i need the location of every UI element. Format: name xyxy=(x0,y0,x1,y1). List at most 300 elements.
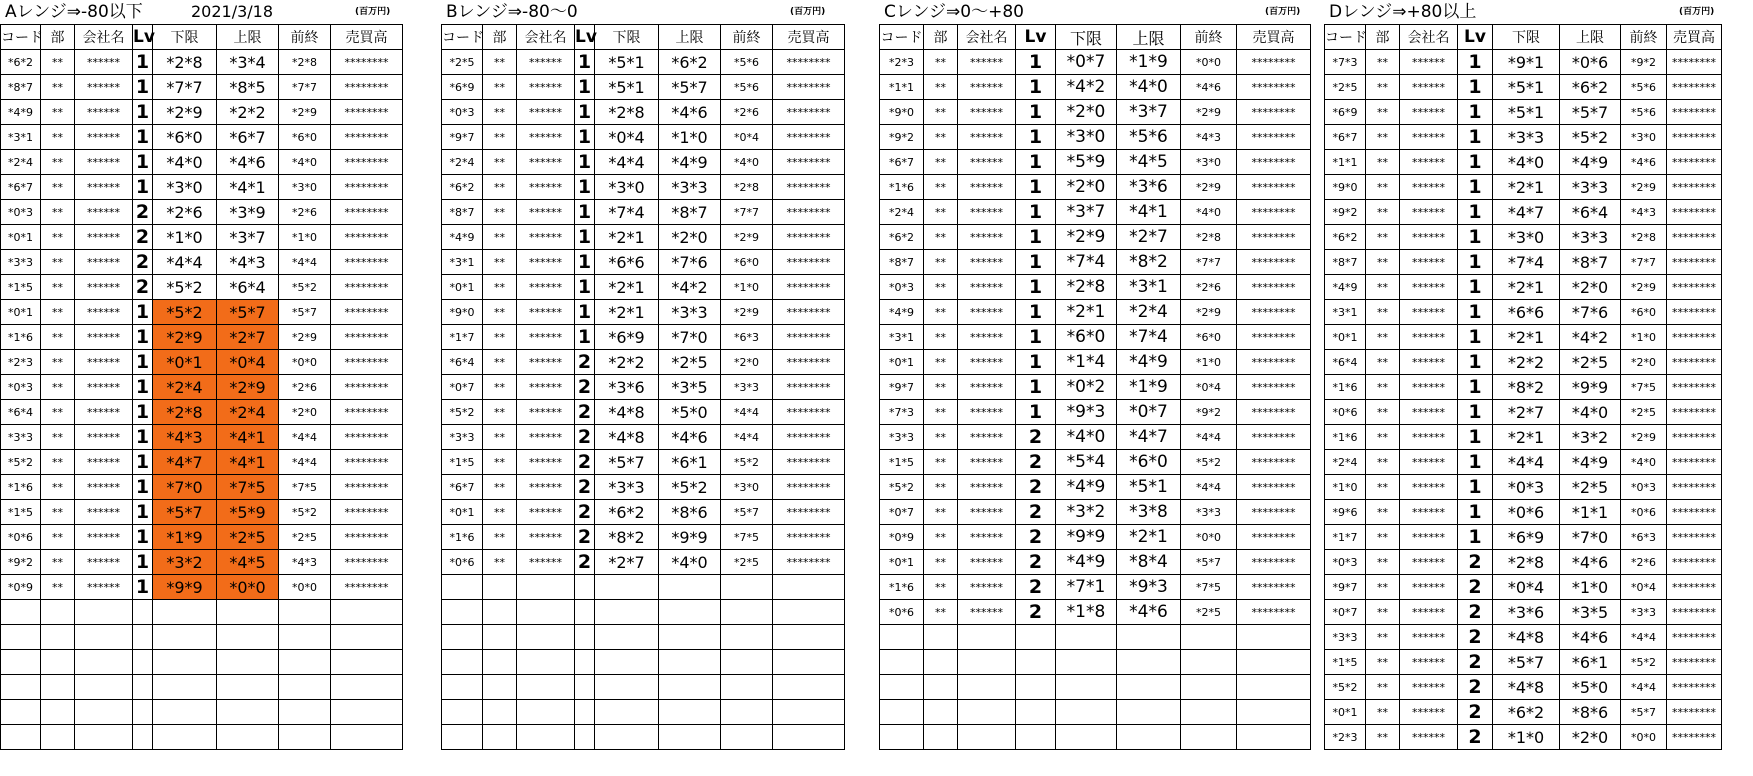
dept-cell[interactable] xyxy=(41,600,75,625)
company-cell[interactable]: ****** xyxy=(958,225,1016,250)
code-cell[interactable]: *2*4 xyxy=(442,150,483,175)
low-cell[interactable]: *2*8 xyxy=(153,400,217,425)
lv-cell[interactable] xyxy=(1016,700,1056,725)
prev-cell[interactable]: *0*6 xyxy=(1621,500,1667,525)
volume-cell[interactable]: ******** xyxy=(331,50,403,75)
prev-cell[interactable]: *0*0 xyxy=(279,350,331,375)
company-cell[interactable]: ****** xyxy=(517,300,575,325)
high-cell[interactable]: *5*1 xyxy=(1117,475,1181,500)
high-cell[interactable]: *3*3 xyxy=(659,300,721,325)
prev-cell[interactable]: *3*0 xyxy=(721,475,773,500)
volume-cell[interactable]: ******** xyxy=(1237,425,1311,450)
dept-cell[interactable]: ** xyxy=(1366,200,1400,225)
volume-cell[interactable]: ******** xyxy=(773,500,845,525)
high-cell[interactable]: *4*3 xyxy=(217,250,279,275)
dept-cell[interactable]: ** xyxy=(483,125,517,150)
dept-cell[interactable]: ** xyxy=(1366,400,1400,425)
lv-cell[interactable]: 1 xyxy=(133,400,153,425)
prev-cell[interactable] xyxy=(721,675,773,700)
company-cell[interactable] xyxy=(517,700,575,725)
volume-cell[interactable] xyxy=(331,675,403,700)
volume-cell[interactable]: ******** xyxy=(1237,500,1311,525)
prev-cell[interactable]: *5*2 xyxy=(1181,450,1237,475)
prev-cell[interactable]: *4*4 xyxy=(1181,425,1237,450)
low-cell[interactable]: *1*9 xyxy=(153,525,217,550)
lv-cell[interactable]: 1 xyxy=(1458,150,1493,175)
lv-cell[interactable]: 1 xyxy=(133,550,153,575)
lv-cell[interactable] xyxy=(575,625,595,650)
lv-cell[interactable]: 1 xyxy=(133,150,153,175)
high-cell[interactable]: *8*5 xyxy=(217,75,279,100)
volume-cell[interactable]: ******** xyxy=(1667,400,1722,425)
volume-cell[interactable]: ******** xyxy=(1667,675,1722,700)
high-cell[interactable]: *3*3 xyxy=(1560,225,1621,250)
prev-cell[interactable]: *3*0 xyxy=(1621,125,1667,150)
dept-cell[interactable]: ** xyxy=(1366,475,1400,500)
high-cell[interactable]: *5*6 xyxy=(1117,125,1181,150)
prev-cell[interactable]: *5*7 xyxy=(721,500,773,525)
lv-cell[interactable]: 1 xyxy=(575,125,595,150)
lv-cell[interactable] xyxy=(133,675,153,700)
lv-cell[interactable]: 1 xyxy=(1458,475,1493,500)
code-cell[interactable]: *0*9 xyxy=(1,575,41,600)
volume-cell[interactable] xyxy=(773,725,845,750)
lv-cell[interactable]: 1 xyxy=(1458,425,1493,450)
company-cell[interactable]: ****** xyxy=(517,75,575,100)
code-cell[interactable]: *1*1 xyxy=(880,75,924,100)
company-cell[interactable]: ****** xyxy=(958,50,1016,75)
lv-cell[interactable]: 1 xyxy=(133,75,153,100)
code-cell[interactable]: *8*7 xyxy=(1,75,41,100)
lv-cell[interactable]: 1 xyxy=(1016,400,1056,425)
prev-cell[interactable]: *2*9 xyxy=(1181,300,1237,325)
low-cell[interactable] xyxy=(1056,700,1117,725)
prev-cell[interactable] xyxy=(279,600,331,625)
low-cell[interactable]: *4*8 xyxy=(595,425,659,450)
low-cell[interactable] xyxy=(595,725,659,750)
lv-cell[interactable]: 2 xyxy=(1016,575,1056,600)
dept-cell[interactable]: ** xyxy=(41,150,75,175)
low-cell[interactable]: *1*0 xyxy=(1493,725,1560,750)
high-cell[interactable]: *0*4 xyxy=(217,350,279,375)
lv-cell[interactable]: 2 xyxy=(1458,700,1493,725)
dept-cell[interactable]: ** xyxy=(41,500,75,525)
volume-cell[interactable]: ******** xyxy=(1667,50,1722,75)
volume-cell[interactable] xyxy=(773,625,845,650)
volume-cell[interactable]: ******** xyxy=(331,300,403,325)
code-cell[interactable]: *0*1 xyxy=(1,225,41,250)
low-cell[interactable]: *3*0 xyxy=(1056,125,1117,150)
lv-cell[interactable]: 1 xyxy=(133,50,153,75)
company-cell[interactable]: ****** xyxy=(958,600,1016,625)
prev-cell[interactable]: *5*6 xyxy=(721,75,773,100)
high-cell[interactable]: *7*6 xyxy=(1560,300,1621,325)
high-cell[interactable]: *2*7 xyxy=(217,325,279,350)
lv-cell[interactable]: 2 xyxy=(575,525,595,550)
code-cell[interactable]: *1*5 xyxy=(880,450,924,475)
code-cell[interactable]: *0*3 xyxy=(1325,550,1366,575)
volume-cell[interactable]: ******** xyxy=(773,425,845,450)
high-cell[interactable] xyxy=(1117,725,1181,750)
volume-cell[interactable]: ******** xyxy=(1667,325,1722,350)
low-cell[interactable]: *3*6 xyxy=(595,375,659,400)
company-cell[interactable] xyxy=(958,675,1016,700)
high-cell[interactable] xyxy=(659,625,721,650)
code-cell[interactable]: *0*1 xyxy=(1,300,41,325)
company-cell[interactable]: ****** xyxy=(958,200,1016,225)
volume-cell[interactable]: ******** xyxy=(331,425,403,450)
low-cell[interactable]: *4*8 xyxy=(1493,625,1560,650)
prev-cell[interactable]: *2*6 xyxy=(721,100,773,125)
high-cell[interactable]: *3*3 xyxy=(659,175,721,200)
low-cell[interactable]: *5*2 xyxy=(153,300,217,325)
lv-cell[interactable]: 1 xyxy=(1016,175,1056,200)
company-cell[interactable]: ****** xyxy=(958,525,1016,550)
high-cell[interactable]: *6*1 xyxy=(1560,650,1621,675)
volume-cell[interactable]: ******** xyxy=(1667,150,1722,175)
dept-cell[interactable]: ** xyxy=(1366,425,1400,450)
high-cell[interactable]: *2*4 xyxy=(217,400,279,425)
dept-cell[interactable]: ** xyxy=(483,400,517,425)
code-cell[interactable]: *1*7 xyxy=(442,325,483,350)
high-cell[interactable]: *8*7 xyxy=(1560,250,1621,275)
lv-cell[interactable]: 2 xyxy=(575,375,595,400)
dept-cell[interactable]: ** xyxy=(924,175,958,200)
code-cell[interactable]: *5*2 xyxy=(1325,675,1366,700)
code-cell[interactable]: *4*9 xyxy=(1,100,41,125)
dept-cell[interactable]: ** xyxy=(924,500,958,525)
lv-cell[interactable] xyxy=(575,700,595,725)
lv-cell[interactable] xyxy=(575,650,595,675)
volume-cell[interactable]: ******** xyxy=(1237,600,1311,625)
company-cell[interactable]: ****** xyxy=(517,175,575,200)
dept-cell[interactable]: ** xyxy=(41,325,75,350)
dept-cell[interactable]: ** xyxy=(41,375,75,400)
company-cell[interactable]: ****** xyxy=(1400,675,1458,700)
lv-cell[interactable]: 1 xyxy=(575,300,595,325)
company-cell[interactable]: ****** xyxy=(75,375,133,400)
lv-cell[interactable]: 1 xyxy=(1016,125,1056,150)
prev-cell[interactable]: *3*3 xyxy=(721,375,773,400)
lv-cell[interactable]: 1 xyxy=(1458,200,1493,225)
high-cell[interactable]: *7*5 xyxy=(217,475,279,500)
low-cell[interactable]: *2*8 xyxy=(1056,275,1117,300)
low-cell[interactable]: *4*7 xyxy=(1493,200,1560,225)
prev-cell[interactable]: *4*3 xyxy=(1181,125,1237,150)
prev-cell[interactable]: *7*7 xyxy=(279,75,331,100)
volume-cell[interactable]: ******** xyxy=(1667,75,1722,100)
low-cell[interactable]: *4*3 xyxy=(153,425,217,450)
code-cell[interactable] xyxy=(880,675,924,700)
lv-cell[interactable]: 2 xyxy=(1016,450,1056,475)
low-cell[interactable]: *7*7 xyxy=(153,75,217,100)
prev-cell[interactable]: *0*0 xyxy=(1181,50,1237,75)
volume-cell[interactable]: ******** xyxy=(1237,300,1311,325)
volume-cell[interactable] xyxy=(1237,725,1311,750)
code-cell[interactable]: *2*4 xyxy=(1325,450,1366,475)
volume-cell[interactable]: ******** xyxy=(1667,475,1722,500)
low-cell[interactable]: *2*9 xyxy=(153,325,217,350)
volume-cell[interactable]: ******** xyxy=(331,100,403,125)
lv-cell[interactable]: 2 xyxy=(133,275,153,300)
company-cell[interactable]: ****** xyxy=(75,475,133,500)
low-cell[interactable]: *7*0 xyxy=(153,475,217,500)
high-cell[interactable]: *7*0 xyxy=(659,325,721,350)
high-cell[interactable] xyxy=(1117,650,1181,675)
volume-cell[interactable]: ******** xyxy=(331,175,403,200)
volume-cell[interactable] xyxy=(1237,700,1311,725)
dept-cell[interactable]: ** xyxy=(41,100,75,125)
company-cell[interactable]: ****** xyxy=(958,375,1016,400)
code-cell[interactable]: *6*9 xyxy=(442,75,483,100)
prev-cell[interactable]: *4*4 xyxy=(721,425,773,450)
company-cell[interactable]: ****** xyxy=(958,150,1016,175)
company-cell[interactable]: ****** xyxy=(517,125,575,150)
lv-cell[interactable]: 1 xyxy=(133,375,153,400)
lv-cell[interactable]: 1 xyxy=(1016,225,1056,250)
code-cell[interactable]: *8*7 xyxy=(880,250,924,275)
lv-cell[interactable] xyxy=(1016,625,1056,650)
dept-cell[interactable]: ** xyxy=(483,550,517,575)
prev-cell[interactable]: *5*7 xyxy=(1621,700,1667,725)
volume-cell[interactable] xyxy=(773,650,845,675)
volume-cell[interactable]: ******** xyxy=(1237,475,1311,500)
volume-cell[interactable]: ******** xyxy=(773,100,845,125)
code-cell[interactable]: *0*3 xyxy=(1,375,41,400)
prev-cell[interactable]: *0*0 xyxy=(1181,525,1237,550)
prev-cell[interactable]: *5*6 xyxy=(1621,100,1667,125)
dept-cell[interactable]: ** xyxy=(1366,225,1400,250)
lv-cell[interactable] xyxy=(575,600,595,625)
volume-cell[interactable]: ******** xyxy=(1667,175,1722,200)
prev-cell[interactable]: *7*7 xyxy=(721,200,773,225)
prev-cell[interactable]: *1*0 xyxy=(279,225,331,250)
code-cell[interactable]: *2*5 xyxy=(1325,75,1366,100)
company-cell[interactable]: ****** xyxy=(1400,525,1458,550)
volume-cell[interactable]: ******** xyxy=(1667,100,1722,125)
code-cell[interactable]: *1*0 xyxy=(1325,475,1366,500)
low-cell[interactable]: *4*8 xyxy=(1493,675,1560,700)
dept-cell[interactable]: ** xyxy=(483,250,517,275)
high-cell[interactable]: *1*1 xyxy=(1560,500,1621,525)
high-cell[interactable]: *5*0 xyxy=(659,400,721,425)
low-cell[interactable]: *1*0 xyxy=(153,225,217,250)
high-cell[interactable]: *5*7 xyxy=(1560,100,1621,125)
low-cell[interactable]: *9*1 xyxy=(1493,50,1560,75)
company-cell[interactable]: ****** xyxy=(958,300,1016,325)
high-cell[interactable] xyxy=(659,700,721,725)
prev-cell[interactable]: *0*4 xyxy=(1181,375,1237,400)
code-cell[interactable]: *0*3 xyxy=(1,200,41,225)
dept-cell[interactable]: ** xyxy=(1366,275,1400,300)
volume-cell[interactable]: ******** xyxy=(773,75,845,100)
company-cell[interactable]: ****** xyxy=(75,575,133,600)
lv-cell[interactable]: 1 xyxy=(575,75,595,100)
company-cell[interactable]: ****** xyxy=(517,350,575,375)
low-cell[interactable]: *4*7 xyxy=(153,450,217,475)
dept-cell[interactable]: ** xyxy=(483,525,517,550)
prev-cell[interactable]: *0*0 xyxy=(279,575,331,600)
lv-cell[interactable]: 2 xyxy=(575,550,595,575)
low-cell[interactable]: *6*2 xyxy=(1493,700,1560,725)
high-cell[interactable]: *1*9 xyxy=(1117,375,1181,400)
code-cell[interactable]: *0*6 xyxy=(442,550,483,575)
code-cell[interactable] xyxy=(1,700,41,725)
prev-cell[interactable]: *6*3 xyxy=(1621,525,1667,550)
lv-cell[interactable]: 1 xyxy=(1016,100,1056,125)
low-cell[interactable]: *2*9 xyxy=(1056,225,1117,250)
company-cell[interactable]: ****** xyxy=(958,450,1016,475)
code-cell[interactable]: *1*1 xyxy=(1325,150,1366,175)
code-cell[interactable]: *6*7 xyxy=(1,175,41,200)
dept-cell[interactable] xyxy=(924,675,958,700)
code-cell[interactable] xyxy=(442,675,483,700)
lv-cell[interactable]: 2 xyxy=(1458,625,1493,650)
code-cell[interactable]: *0*9 xyxy=(880,525,924,550)
volume-cell[interactable]: ******** xyxy=(1667,550,1722,575)
lv-cell[interactable]: 1 xyxy=(1458,175,1493,200)
company-cell[interactable]: ****** xyxy=(1400,100,1458,125)
prev-cell[interactable]: *7*5 xyxy=(1181,575,1237,600)
high-cell[interactable]: *3*2 xyxy=(1560,425,1621,450)
high-cell[interactable] xyxy=(659,650,721,675)
company-cell[interactable]: ****** xyxy=(958,475,1016,500)
high-cell[interactable]: *3*7 xyxy=(1117,100,1181,125)
dept-cell[interactable]: ** xyxy=(483,300,517,325)
prev-cell[interactable]: *2*8 xyxy=(279,50,331,75)
lv-cell[interactable]: 1 xyxy=(1458,125,1493,150)
low-cell[interactable]: *2*2 xyxy=(595,350,659,375)
code-cell[interactable]: *1*6 xyxy=(880,575,924,600)
prev-cell[interactable]: *4*0 xyxy=(1621,450,1667,475)
high-cell[interactable]: *3*5 xyxy=(1560,600,1621,625)
code-cell[interactable]: *3*1 xyxy=(1325,300,1366,325)
dept-cell[interactable]: ** xyxy=(1366,75,1400,100)
volume-cell[interactable]: ******** xyxy=(1667,375,1722,400)
dept-cell[interactable]: ** xyxy=(483,325,517,350)
dept-cell[interactable]: ** xyxy=(41,575,75,600)
high-cell[interactable]: *0*0 xyxy=(217,575,279,600)
company-cell[interactable]: ****** xyxy=(958,500,1016,525)
code-cell[interactable]: *6*2 xyxy=(442,175,483,200)
volume-cell[interactable]: ******** xyxy=(1237,450,1311,475)
low-cell[interactable]: *0*4 xyxy=(595,125,659,150)
lv-cell[interactable]: 1 xyxy=(575,325,595,350)
dept-cell[interactable]: ** xyxy=(924,350,958,375)
low-cell[interactable] xyxy=(1056,675,1117,700)
code-cell[interactable] xyxy=(880,650,924,675)
high-cell[interactable] xyxy=(1117,675,1181,700)
code-cell[interactable] xyxy=(442,625,483,650)
lv-cell[interactable]: 2 xyxy=(1016,600,1056,625)
volume-cell[interactable]: ******** xyxy=(1237,75,1311,100)
low-cell[interactable]: *3*3 xyxy=(1493,125,1560,150)
dept-cell[interactable]: ** xyxy=(924,375,958,400)
company-cell[interactable]: ****** xyxy=(517,550,575,575)
prev-cell[interactable]: *5*2 xyxy=(279,500,331,525)
volume-cell[interactable] xyxy=(331,725,403,750)
prev-cell[interactable]: *4*6 xyxy=(1181,75,1237,100)
dept-cell[interactable]: ** xyxy=(41,475,75,500)
dept-cell[interactable]: ** xyxy=(41,225,75,250)
volume-cell[interactable]: ******** xyxy=(773,300,845,325)
company-cell[interactable]: ****** xyxy=(517,425,575,450)
prev-cell[interactable]: *3*3 xyxy=(1181,500,1237,525)
company-cell[interactable]: ****** xyxy=(517,500,575,525)
lv-cell[interactable]: 1 xyxy=(133,450,153,475)
dept-cell[interactable]: ** xyxy=(41,350,75,375)
volume-cell[interactable]: ******** xyxy=(1237,275,1311,300)
low-cell[interactable]: *2*1 xyxy=(595,275,659,300)
high-cell[interactable]: *2*0 xyxy=(1560,275,1621,300)
code-cell[interactable]: *2*3 xyxy=(1,350,41,375)
high-cell[interactable]: *1*0 xyxy=(1560,575,1621,600)
company-cell[interactable]: ****** xyxy=(75,425,133,450)
prev-cell[interactable]: *3*0 xyxy=(279,175,331,200)
low-cell[interactable]: *2*7 xyxy=(595,550,659,575)
low-cell[interactable]: *2*0 xyxy=(1056,175,1117,200)
company-cell[interactable]: ****** xyxy=(1400,550,1458,575)
prev-cell[interactable] xyxy=(1181,700,1237,725)
dept-cell[interactable]: ** xyxy=(924,575,958,600)
low-cell[interactable]: *2*8 xyxy=(153,50,217,75)
lv-cell[interactable]: 2 xyxy=(1458,675,1493,700)
low-cell[interactable]: *2*1 xyxy=(1493,175,1560,200)
volume-cell[interactable] xyxy=(331,600,403,625)
lv-cell[interactable]: 2 xyxy=(575,350,595,375)
low-cell[interactable]: *3*2 xyxy=(153,550,217,575)
prev-cell[interactable]: *6*0 xyxy=(1621,300,1667,325)
company-cell[interactable]: ****** xyxy=(958,175,1016,200)
volume-cell[interactable]: ******** xyxy=(331,150,403,175)
dept-cell[interactable]: ** xyxy=(1366,325,1400,350)
high-cell[interactable]: *9*9 xyxy=(1560,375,1621,400)
lv-cell[interactable]: 2 xyxy=(1016,500,1056,525)
lv-cell[interactable]: 1 xyxy=(575,175,595,200)
company-cell[interactable]: ****** xyxy=(75,350,133,375)
high-cell[interactable]: *4*1 xyxy=(217,450,279,475)
high-cell[interactable] xyxy=(217,700,279,725)
lv-cell[interactable]: 2 xyxy=(1458,575,1493,600)
low-cell[interactable]: *3*0 xyxy=(1493,225,1560,250)
dept-cell[interactable]: ** xyxy=(483,500,517,525)
code-cell[interactable]: *1*6 xyxy=(1,475,41,500)
volume-cell[interactable]: ******** xyxy=(331,550,403,575)
prev-cell[interactable]: *4*4 xyxy=(721,400,773,425)
volume-cell[interactable]: ******** xyxy=(773,225,845,250)
volume-cell[interactable]: ******** xyxy=(331,475,403,500)
high-cell[interactable]: *6*2 xyxy=(659,50,721,75)
high-cell[interactable]: *4*1 xyxy=(1117,200,1181,225)
company-cell[interactable]: ****** xyxy=(1400,125,1458,150)
prev-cell[interactable]: *4*4 xyxy=(279,450,331,475)
company-cell[interactable] xyxy=(517,675,575,700)
company-cell[interactable]: ****** xyxy=(958,275,1016,300)
dept-cell[interactable]: ** xyxy=(924,400,958,425)
code-cell[interactable]: *6*4 xyxy=(442,350,483,375)
volume-cell[interactable]: ******** xyxy=(1667,725,1722,750)
volume-cell[interactable]: ******** xyxy=(773,275,845,300)
volume-cell[interactable] xyxy=(1237,625,1311,650)
prev-cell[interactable]: *2*0 xyxy=(721,350,773,375)
high-cell[interactable]: *2*0 xyxy=(1560,725,1621,750)
company-cell[interactable] xyxy=(517,625,575,650)
lv-cell[interactable] xyxy=(1016,650,1056,675)
code-cell[interactable]: *3*1 xyxy=(1,125,41,150)
high-cell[interactable]: *4*6 xyxy=(1560,550,1621,575)
dept-cell[interactable]: ** xyxy=(924,250,958,275)
prev-cell[interactable]: *2*0 xyxy=(1621,350,1667,375)
